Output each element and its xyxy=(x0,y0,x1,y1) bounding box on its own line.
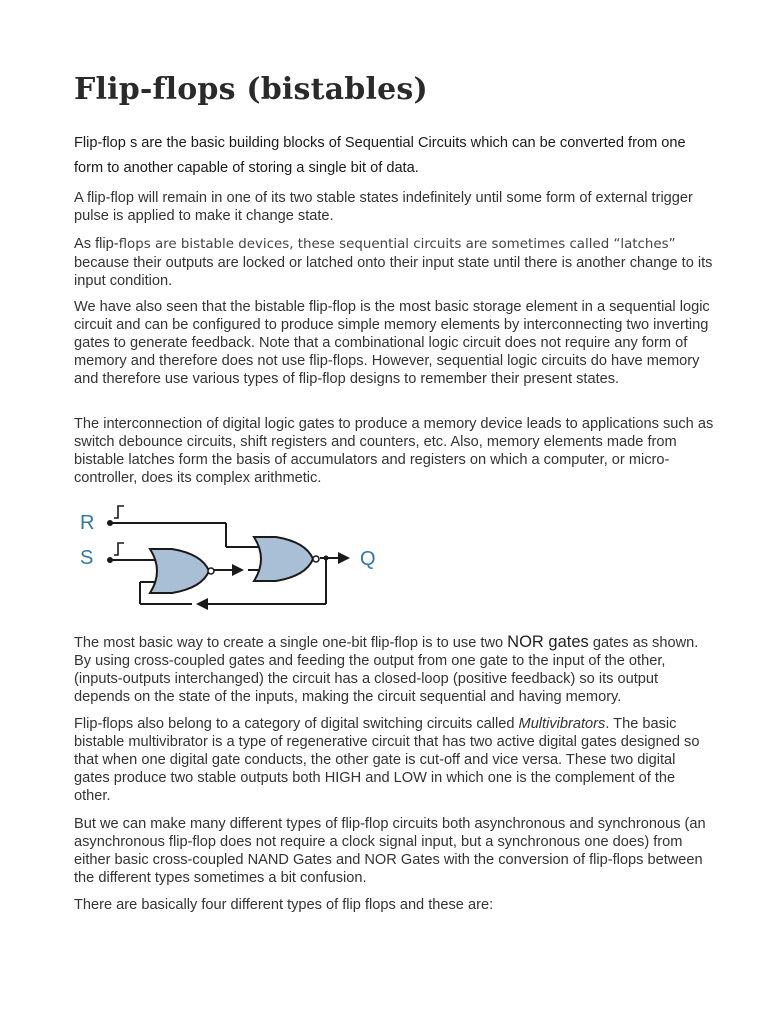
paragraph-interconnection: The interconnection of digital logic gates to produce a memory device leads to applications such as switch debounce circuits, shift registers and counters, etc. Also, memory elements made from bistable latches form the basis of accumulators and registers on which a computer, or micro-controller, does its complex arithmetic. xyxy=(74,416,714,486)
paragraph-storage-element: We have also seen that the bistable flip-flop is the most basic storage element in a sequential logic circuit and can be configured to produce simple memory elements by interconnecting two inverting gates to generate feedback. Note that a combinational logic circuit does not require any form of memory and therefore does not use flip-flops. However, sequential logic circuits do have memory and therefore use various types of flip-flop designs to remember their present states. xyxy=(74,299,710,387)
label-q: Q xyxy=(360,548,376,570)
nor-gate-2 xyxy=(254,537,313,581)
latches-rest-text: because their outputs are locked or latched onto their input state until there is another change to its input condition. xyxy=(74,255,713,289)
paragraph-stable-states: A flip-flop will remain in one of its two stable states indefinitely until some form of external trigger pulse is applied to make it change state. xyxy=(74,190,693,224)
sr-flip-flop-diagram xyxy=(74,500,394,612)
paragraph-four-types: There are basically four different types of flip flops and these are: xyxy=(74,897,494,913)
nor-after-text: gates as shown. By using cross-coupled gates and feeding the output from one gate to the input of the other, (inputs-outputs interchanged) the circuit has a closed-loop (positive feedback) so its output depends on the state of the inputs, making the circuit sequential and having memory. xyxy=(74,635,699,705)
latches-lead-text: As flip- xyxy=(74,236,119,252)
nor-gate-1 xyxy=(150,549,209,593)
paragraph-async-sync: But we can make many different types of flip-flop circuits both asynchronous and synchronous (an asynchronous flip-flop does not require a clock signal input, but a synchronous one does) from either basic cross-coupled NAND Gates and NOR Gates with the conversion of flip-flops between the different types sometimes a bit confusion. xyxy=(74,816,706,886)
nor-gate-1-bubble xyxy=(208,568,214,574)
arrow-feedback xyxy=(196,598,208,610)
latches-alt-font-text: flops are bistable devices, these sequential circuits are sometimes called “latches” xyxy=(118,237,676,252)
page-title: Flip-flops (bistables) xyxy=(74,72,428,107)
multivibrator-before-text: Flip-flops also belong to a category of digital switching circuits called xyxy=(74,716,519,732)
nor-gate-2-bubble xyxy=(313,556,319,562)
paragraph-latches xyxy=(74,235,714,290)
junction-dot xyxy=(324,556,329,561)
nor-before-text: The most basic way to create a single one-bit flip-flop is to use two xyxy=(74,635,508,651)
multivibrator-after-text: . The basic bistable multivibrator is a type of regenerative circuit that has two active digital gates designed so that when one digital gate conducts, the other gate is cut-off and vice versa. These two digital gates produce two stable outputs both HIGH and LOW in which one is the complement of the other. xyxy=(74,716,700,804)
r-input-dot xyxy=(107,520,113,526)
multivibrators-term: Multivibrators xyxy=(518,716,606,732)
intro-paragraph: Flip-flop s are the basic building blocks of Sequential Circuits which can be converted from one form to another capable of storing a single bit of data. xyxy=(74,135,686,176)
arrow-to-gate2 xyxy=(232,564,244,576)
s-input-dot xyxy=(107,557,113,563)
label-r: R xyxy=(80,512,95,534)
arrow-to-q xyxy=(338,552,350,564)
nor-gates-link-text: NOR gates xyxy=(507,633,589,651)
label-s: S xyxy=(80,547,94,569)
paragraph-nor-gates xyxy=(74,633,714,706)
paragraph-multivibrators xyxy=(74,715,714,805)
